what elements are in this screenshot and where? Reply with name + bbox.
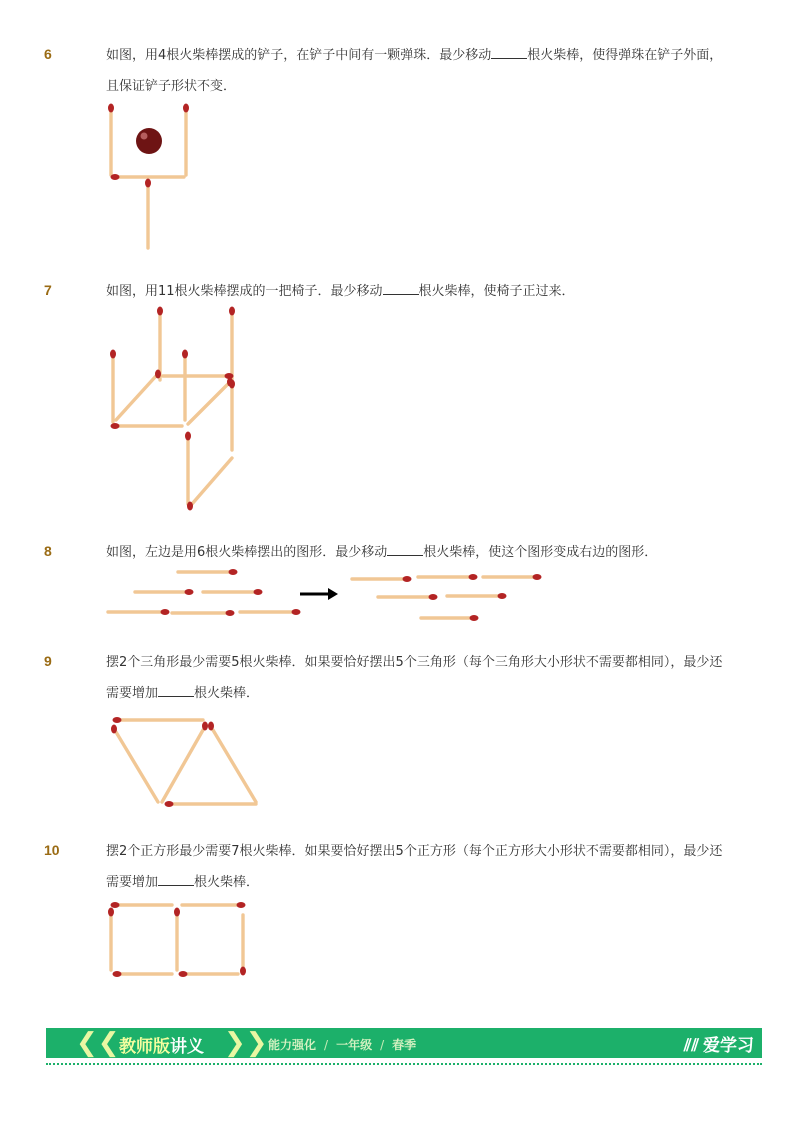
question-text-10-part-b: 根火柴棒． bbox=[194, 875, 260, 890]
question-number-9: 9 bbox=[44, 653, 52, 669]
right-arrow-icon bbox=[300, 588, 338, 600]
chair-matchstick-figure bbox=[100, 300, 260, 515]
crumb-ability: 能力强化 bbox=[268, 1038, 317, 1052]
question-text-6-part-a: 如图，用4根火柴棒摆成的铲子，在铲子中间有一颗弹珠．最少移动 bbox=[106, 48, 492, 63]
question-text-9-part-b: 根火柴棒． bbox=[194, 686, 260, 701]
footer-brand bbox=[119, 1032, 204, 1057]
question-number-8: 8 bbox=[44, 543, 52, 559]
chevron-right-icon: ❯❯ bbox=[224, 1028, 268, 1058]
answer-blank-8[interactable] bbox=[387, 543, 423, 556]
question-text-9 bbox=[106, 647, 726, 709]
question-text-7-part-b: 根火柴棒，使椅子正过来． bbox=[418, 284, 575, 299]
logo-text: 爱学习 bbox=[703, 1036, 754, 1056]
question-text-10-part-a: 摆2个正方形最少需要7根火柴棒．如果要恰好摆出5个正方形（每个正方形大小形状不需要都相同），最少还需要增加 bbox=[106, 844, 723, 890]
footer-logo bbox=[684, 1031, 754, 1056]
crumb-season: 春季 bbox=[392, 1038, 417, 1052]
question-text-8-part-a: 如图，左边是用6根火柴棒摆出的图形．最少移动 bbox=[106, 545, 388, 560]
crumb-separator: / bbox=[324, 1038, 329, 1052]
footer-brand-b: 讲义 bbox=[170, 1037, 204, 1057]
question-text-6-part-b: 根火柴棒，使得弹珠在铲子外面，且保证铲子形状不变． bbox=[106, 48, 723, 94]
triangles-matchstick-figure bbox=[100, 710, 270, 815]
answer-blank-7[interactable] bbox=[383, 282, 419, 295]
crumb-separator: / bbox=[380, 1038, 385, 1052]
question-text-9-part-a: 摆2个三角形最少需要5根火柴棒．如果要恰好摆出5个三角形（每个三角形大小形状不需要都相同），最少还需要增加 bbox=[106, 655, 723, 701]
question-text-6 bbox=[106, 40, 726, 102]
shovel-matchstick-figure bbox=[100, 100, 200, 255]
logo-mark-icon: ⫽⫽ bbox=[683, 1036, 699, 1056]
footer-banner bbox=[46, 1028, 762, 1058]
marble bbox=[136, 128, 162, 154]
footer-breadcrumb bbox=[268, 1036, 416, 1053]
footer-brand-a: 教师版 bbox=[119, 1037, 170, 1057]
question-number-10: 10 bbox=[44, 842, 60, 858]
chevron-left-icon: ❮❮ bbox=[76, 1028, 120, 1058]
question-number-7: 7 bbox=[44, 282, 52, 298]
question-text-10 bbox=[106, 836, 726, 898]
question-text-7-part-a: 如图，用11根火柴棒摆成的一把椅子．最少移动 bbox=[106, 284, 383, 299]
squares-matchstick-figure bbox=[100, 895, 260, 985]
matchstick-transform-figure bbox=[100, 562, 560, 628]
question-number-6: 6 bbox=[44, 46, 52, 62]
answer-blank-10[interactable] bbox=[158, 873, 194, 886]
answer-blank-9[interactable] bbox=[158, 684, 194, 697]
footer-dotted-divider bbox=[46, 1063, 762, 1065]
crumb-grade: 一年级 bbox=[336, 1038, 373, 1052]
answer-blank-6[interactable] bbox=[491, 46, 527, 59]
question-text-8-part-b: 根火柴棒，使这个图形变成右边的图形． bbox=[423, 545, 658, 560]
